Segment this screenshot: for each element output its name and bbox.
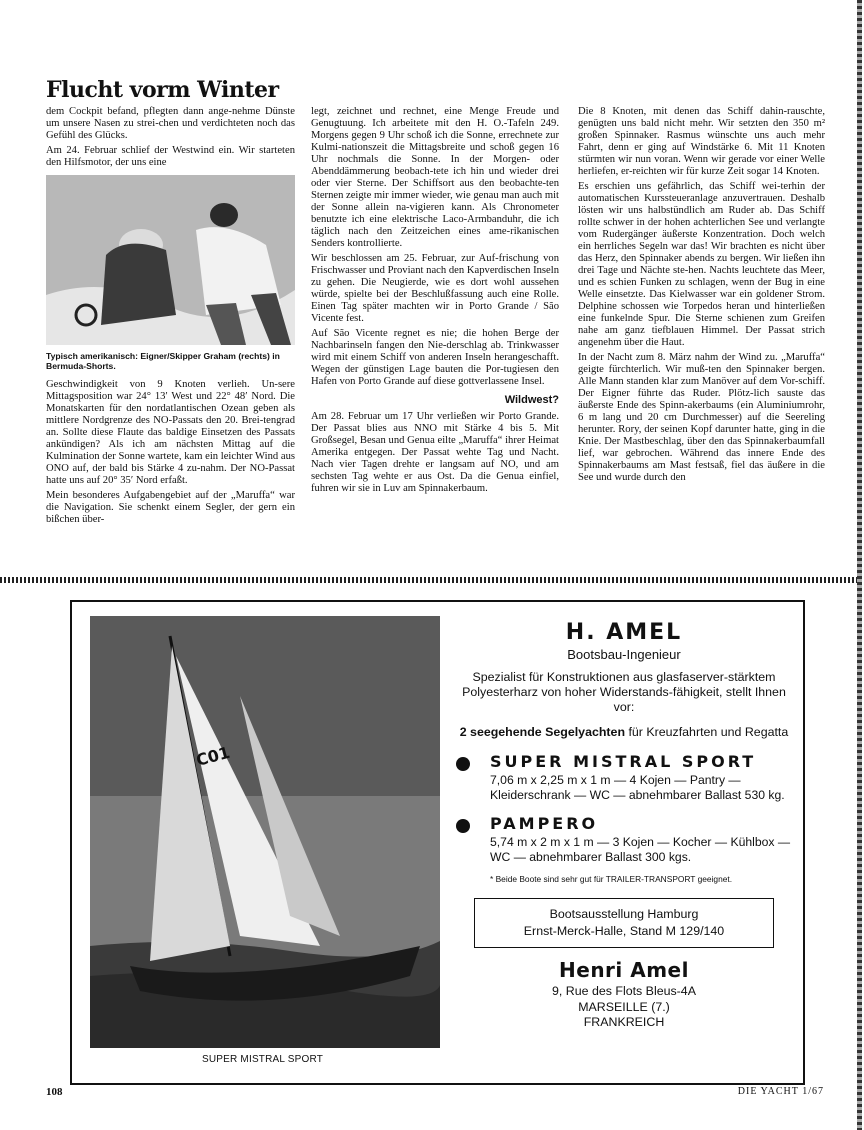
model-super-mistral — [454, 752, 794, 802]
ad-text-block — [454, 616, 794, 1031]
paragraph: Mein besonderes Aufgabengebiet auf der „Maruffa“ war die Navigation. Sie schenkt einem Segler, der gern ein bißchen über- — [46, 490, 295, 525]
article-column-2 — [311, 106, 559, 498]
paragraph: Es erschien uns gefährlich, das Schiff wei-terhin der automatischen Kurssteueranlage anzuvertrauen. Deshalb lösten wir uns halbstündlich am Ruder ab. Das Schiff rollte schwer in der hohen achterlichen See und verlangte vom Rudergänger äußerste Konzentration. Doch welch ein herrliches Segeln war das! Wir brachten es nicht über das Herz, den Spinnaker abends zu bergen. Wir ließen ihn drei Tage und Nächte ste-hen. Nachts leuchtete das Meer, und es schien Funken zu schlagen, wenn der Bug in eine Welle einsetzte. Das Kielwasser war ein goldener Strom. Delphine schossen wie Torpedos heran und hinterließen eine funkelnde Spur. Die Sterne schienen zum Greifen nahe am ganz tiefblauen Himmel. Der Passat strich angenehm über die Haut. — [578, 181, 825, 348]
paragraph: Geschwindigkeit von 9 Knoten verlieh. Un-sere Mittagsposition war 24° 13′ West und 22° 48′ Nord. Die Monatskarten für den nordatlantischen Ozean geben als mittlere Nordgrenze des NO-Passats den 20. Brei-tengrad an. Sollte diese Flaute das baldige Einsetzen des Passats ankündigen? Als ich am nächsten Mittag auf die Kulmination der Sonne wartete, kam ein leichter Wind aus ONO auf, der bald bis Stärke 4 zu-nahm. Der NO-Passat hatte uns auf 20° 35′ Nord erfaßt. — [46, 379, 295, 486]
article-column-1 — [46, 106, 295, 529]
address-line: 9, Rue des Flots Bleus-4A — [552, 984, 696, 998]
sail-number: C01 — [194, 742, 232, 770]
offer-post: für Kreuzfahrten und Regatta — [625, 725, 789, 739]
article-headline: Flucht vorm Winter — [46, 77, 279, 103]
section-subhead: Wildwest? — [504, 394, 559, 406]
advertisement — [70, 600, 805, 1085]
photo-caption: Typisch amerikanisch: Eigner/Skipper Graham (rechts) in Bermuda-Shorts. — [46, 351, 280, 371]
section-divider — [0, 577, 864, 583]
ad-photo-caption: SUPER MISTRAL SPORT — [202, 1054, 324, 1065]
article-column-3 — [578, 106, 825, 487]
crew-photo — [46, 175, 295, 345]
offer-pre: 2 seegehende — [459, 725, 546, 739]
show-line: Ernst-Merck-Halle, Stand M 129/140 — [523, 924, 725, 938]
magazine-issue: DIE YACHT 1/67 — [737, 1086, 824, 1097]
bullet-icon — [456, 819, 470, 833]
model-specs: 5,74 m x 2 m x 1 m — 3 Kojen — Kocher — Kühlbox — WC — abnehmbarer Ballast 300 kgs. — [490, 835, 791, 864]
model-specs: 7,06 m x 2,25 m x 1 m — 4 Kojen — Pantry — Kleiderschrank — WC — abnehmbarer Ballast 530 kg. — [490, 773, 785, 802]
address-line: FRANKREICH — [583, 1015, 665, 1029]
paragraph: dem Cockpit befand, pflegten dann ange-nehme Dünste um unsere Nasen zu strei-chen und verdichteten noch das Gefühl des Glücks. — [46, 106, 295, 141]
boat-show-box — [474, 898, 774, 948]
page-number: 108 — [46, 1086, 63, 1098]
paragraph: Am 28. Februar um 17 Uhr verließen wir Porto Grande. Der Passat blies aus NNO mit Stärke 4 bis 5. Mit Großsegel, Besan und Genua eilte „Maruffa“ ihrer Heimat Amerika entgegen. Der Passat wehte Tag und Nacht. Nach vier Tagen drehte er langsam auf NO, und am sechsten Tag wehte er aus Ost. Da die Genua einfiel, fuhren wir sie in Luv am Spinnakerbaum. — [311, 411, 559, 494]
address — [454, 984, 794, 1031]
company-subtitle: Bootsbau-Ingenieur — [567, 647, 681, 662]
address-line: MARSEILLE (7.) — [578, 999, 670, 1014]
paragraph: Wir beschlossen am 25. Februar, zur Auf-frischung von Frischwasser und Proviant nach den Kapverdischen Inseln zu gehen. Die Neugierde, wie es dort wohl aussehen würde, spielte bei der Beschlußfassung auch eine Rolle. Einen Tag später machten wir in Porto Grande / São Vicente fest. — [311, 253, 559, 324]
model-name: PAMPERO — [490, 814, 599, 833]
model-pampero — [454, 814, 794, 864]
paragraph: Die 8 Knoten, mit denen das Schiff dahin-rauschte, genügten uns bald nicht mehr. Wir setzten den 350 m² großen Spinnaker. Rasmus wünschte uns auch mehr Fahrt, denn er ging auf Windstärke 6. Mit 11 Knoten stürmten wir nun voran. Wenn wir gerade vor einer Welle herliefen, er-reichten wir für kurze Zeit sogar 14 Knoten. — [578, 106, 825, 177]
paragraph: Auf São Vicente regnet es nie; die hohen Berge der Nachbarinseln fangen den Nie-derschlag ab. Trinkwasser wird mit einem Schiff von anderen Inseln herangeschafft. Wegen der günstigen Lage bauten die Por-tugiesen den Hafen von Porto Grande auf diese gottverlassene Insel. — [311, 328, 559, 387]
brand-name: Henri Amel — [559, 958, 689, 982]
company-description: Spezialist für Konstruktionen aus glasfaserver-stärktem Polyesterharz von hoher Widerstands-fähigkeit, stellt Ihnen vor: — [462, 670, 786, 714]
footnote: * Beide Boote sind sehr gut für TRAILER-TRANSPORT geeignet. — [490, 874, 733, 884]
model-name: SUPER MISTRAL SPORT — [490, 752, 757, 771]
paragraph: In der Nacht zum 8. März nahm der Wind zu. „Maruffa“ geigte fürchterlich. Wir muß-ten den Spinnaker bergen. Alle Mann standen klar zum Manöver auf dem Vor-schiff. Der Eigner führte das Ruder. Plötz-lich sauste das äußerste Ende des Spinn-akerbaums (ein Aluminiumrohr, 6 m lang und 20 cm Durchmesser) auf die Seereling herunter. Rory, der seinen Kopf darunter hatte, ging in die Knie. Der Mastbeschlag, über den das Spinnakerbaumfall lief, war gebrochen. Während das innere Ende des Spinnakerbaums am Mast festsaß, fiel das äußere in die See und wurde durch den — [578, 352, 825, 483]
page-edge — [857, 0, 862, 1130]
paragraph: legt, zeichnet und rechnet, eine Menge Freude und Genugtuung. Ich arbeitete mit den H. O.-Tafeln 249. Morgens gegen 9 Uhr schoß ich die Sonne, errechnete zur Kulmi-nationszeit die Mittagsbreite und schoß gegen 16 Uhr nochmals die Sonne. In der Morgen- oder Abenddämmerung beobach-tete ich hin und wieder drei oder vier Sterne. Der Schiffsort aus den beobachte-ten Sternen zeigte mir immer wieder, wie genau man auch mit der Sonne allein na-vigieren kann. Als Chronometer benutzte ich eine elektrische Laco-Armbanduhr, die ich täglich nach den Zeitzeichen eines ame-rikanischen Senders kontrollierte. — [311, 106, 559, 249]
paragraph: Am 24. Februar schlief der Westwind ein. Wir starteten den Hilfsmotor, der uns eine — [46, 145, 295, 168]
offer-line — [454, 725, 794, 740]
company-name: H. AMEL — [565, 620, 683, 645]
bullet-icon — [456, 757, 470, 771]
sailboat-photo — [90, 616, 440, 1048]
show-line: Bootsausstellung Hamburg — [549, 907, 699, 921]
offer-bold: Segelyachten — [545, 725, 626, 739]
